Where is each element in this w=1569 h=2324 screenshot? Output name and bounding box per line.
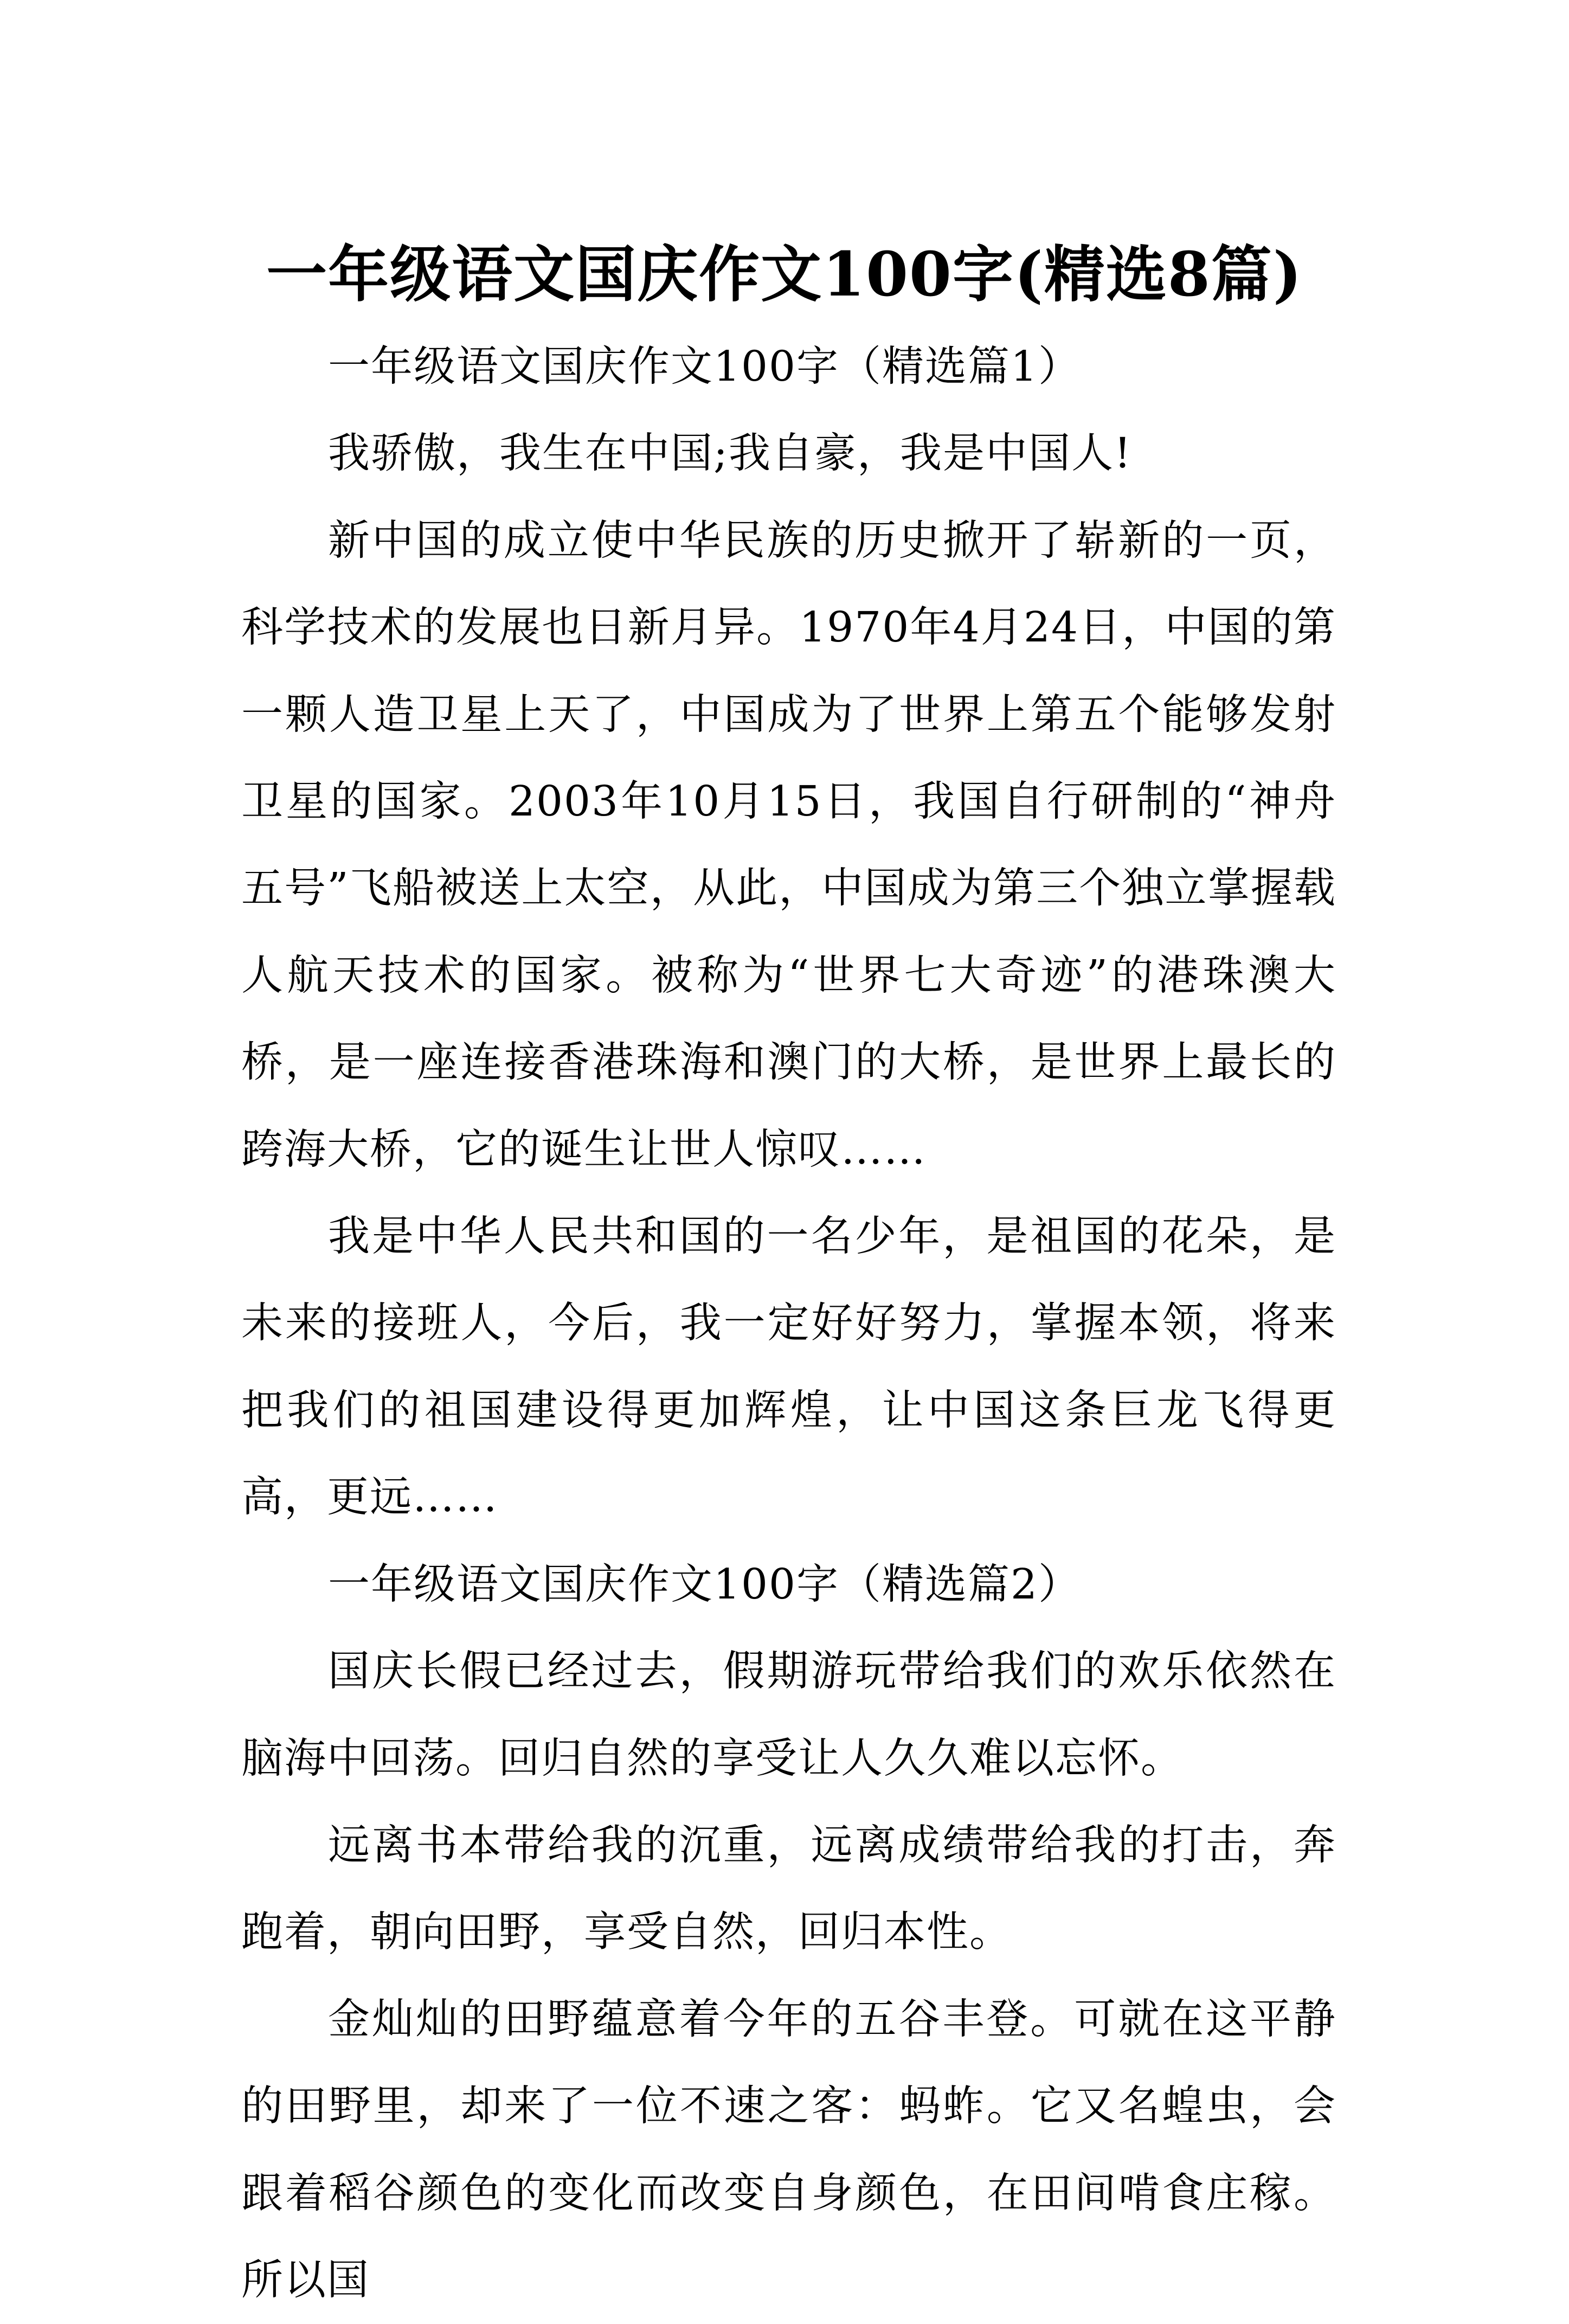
section-heading: 一年级语文国庆作文100字（精选篇2） <box>328 1560 1081 1609</box>
section-heading: 一年级语文国庆作文100字（精选篇1） <box>328 343 1081 391</box>
page-title: 一年级语文国庆作文100字(精选8篇) <box>266 239 1303 311</box>
paragraph: 远离书本带给我的沉重，远离成绩带给我的打击，奔跑着，朝向田野，享受自然，回归本性。 <box>241 1821 1336 1957</box>
paragraph: 国庆长假已经过去，假期游玩带给我们的欢乐依然在脑海中回荡。回归自然的享受让人久久难以忘怀。 <box>241 1647 1336 1783</box>
paragraph: 新中国的成立使中华民族的历史掀开了崭新的一页，科学技术的发展也日新月异。1970年4月24日，中国的第一颗人造卫星上天了，中国成为了世界上第五个能够发射卫星的国家。2003年10月15日，我国自行研制的“神舟五号”飞船被送上太空，从此，中国成为第三个独立掌握载人航天技术的国家。被称为“世界七大奇迹”的港珠澳大桥，是一座连接香港珠海和澳门的大桥，是世界上最长的跨海大桥，它的诞生让世人惊叹…… <box>241 516 1336 1174</box>
paragraph: 金灿灿的田野蕴意着今年的五谷丰登。可就在这平静的田野里，却来了一位不速之客：蚂蚱。它又名蝗虫，会跟着稻谷颜色的变化而改变自身颜色，在田间啃食庄稼。所以国 <box>241 1995 1336 2304</box>
document-body <box>241 324 1336 2324</box>
paragraph: 我是中华人民共和国的一名少年，是祖国的花朵，是未来的接班人，今后，我一定好好努力，掌握本领，将来把我们的祖国建设得更加辉煌，让中国这条巨龙飞得更高，更远…… <box>241 1212 1336 1522</box>
paragraph: 我骄傲，我生在中国;我自豪，我是中国人! <box>328 429 1132 478</box>
